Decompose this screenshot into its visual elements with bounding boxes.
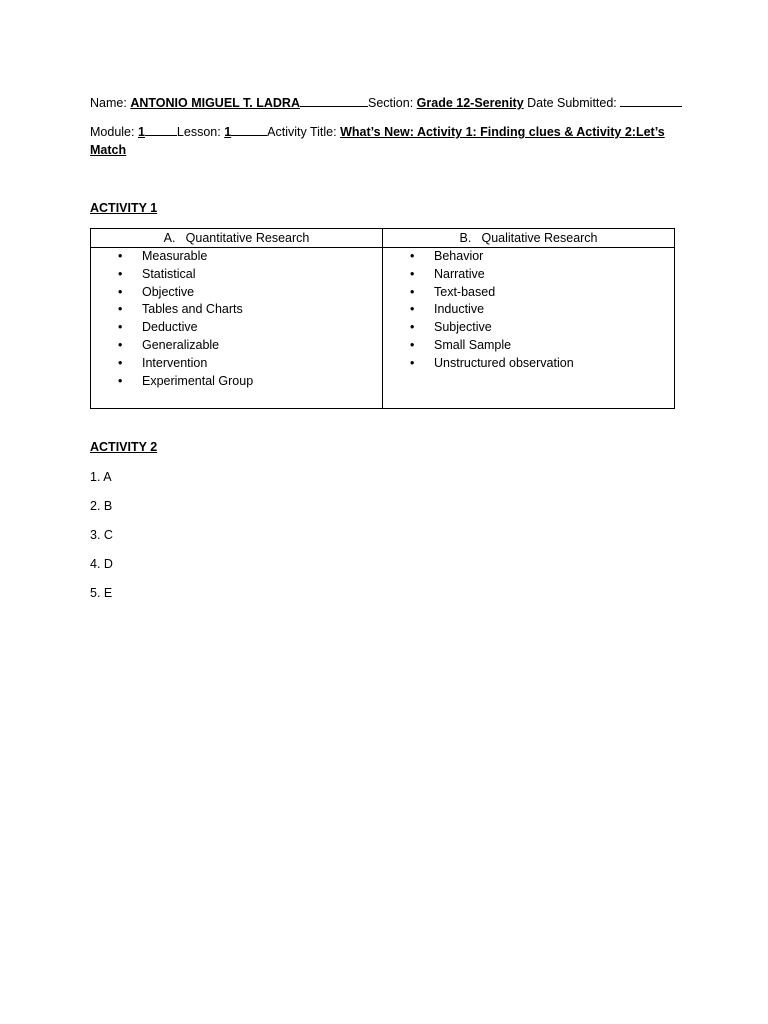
student-name: ANTONIO MIGUEL T. LADRA [130, 96, 300, 110]
bullet-icon: • [410, 284, 415, 299]
research-comparison-table [90, 228, 675, 409]
list-item: • Intervention [118, 355, 382, 373]
activity-title-label: Activity Title: [267, 125, 337, 139]
bullet-icon: • [410, 355, 415, 370]
name-label: Name: [90, 96, 127, 110]
table-header-row [91, 229, 675, 248]
bullet-icon: • [118, 355, 123, 370]
name-blank [300, 94, 368, 107]
bullet-icon: • [410, 249, 415, 263]
list-item: • Text-based [410, 284, 674, 302]
list-item: • Deductive [118, 319, 382, 337]
lesson-blank [231, 123, 267, 136]
bullet-icon: • [118, 284, 123, 299]
answer-item: 2. B [90, 499, 113, 513]
column-title: Qualitative Research [481, 231, 598, 245]
bullet-icon: • [118, 302, 123, 317]
bullet-icon: • [410, 302, 415, 317]
list-item: • Behavior [410, 248, 674, 266]
column-title: Quantitative Research [185, 231, 310, 245]
list-item: • Experimental Group [118, 373, 382, 391]
list-item: • Objective [118, 284, 382, 302]
list-item: • Unstructured observation [410, 355, 674, 373]
column-letter: B. [459, 231, 472, 245]
column-header-qualitative [383, 229, 675, 248]
list-item: • Subjective [410, 319, 674, 337]
column-letter: A. [163, 231, 176, 245]
bullet-icon: • [118, 249, 123, 263]
bullet-icon: • [118, 320, 123, 335]
date-submitted-blank [620, 94, 682, 107]
bullet-icon: • [410, 320, 415, 335]
list-item: • Narrative [410, 266, 674, 284]
activity1-heading: ACTIVITY 1 [90, 201, 158, 215]
list-item: • Tables and Charts [118, 301, 382, 319]
module-value: 1 [137, 125, 145, 139]
answer-item: 4. D [90, 557, 113, 571]
module-blank [145, 123, 177, 136]
bullet-icon: • [118, 373, 123, 388]
name-section-date-line [90, 94, 682, 111]
list-item: • Inductive [410, 301, 674, 319]
answer-item: 3. C [90, 528, 113, 542]
qualitative-cell [383, 248, 675, 409]
bullet-icon: • [410, 266, 415, 281]
activity-title-value-cont: Match [90, 143, 127, 157]
column-header-quantitative [91, 229, 383, 248]
quantitative-cell [91, 248, 383, 409]
section-label: Section: [368, 96, 414, 110]
activity-title-value: What’s New: Activity 1: Finding clues & Activity 2:Let’s [340, 125, 665, 139]
list-item: • Generalizable [118, 337, 382, 355]
bullet-icon: • [410, 337, 415, 352]
answer-item: 5. E [90, 586, 113, 600]
bullet-icon: • [118, 337, 123, 352]
table-body-row [91, 248, 675, 409]
list-item: • Measurable [118, 248, 382, 266]
list-item: • Small Sample [410, 337, 674, 355]
date-submitted-label: Date Submitted: [527, 96, 617, 110]
qualitative-list [383, 248, 674, 373]
section-value: Grade 12-Serenity [416, 96, 524, 110]
quantitative-list [91, 248, 382, 390]
list-item: • Statistical [118, 266, 382, 284]
module-lesson-title-line [90, 123, 665, 140]
lesson-value: 1 [224, 125, 232, 139]
lesson-label: Lesson: [176, 125, 221, 139]
bullet-icon: • [118, 266, 123, 281]
activity2-heading: ACTIVITY 2 [90, 440, 158, 454]
answer-item: 1. A [90, 470, 112, 484]
module-label: Module: [90, 125, 135, 139]
activity-title-continuation [90, 142, 126, 158]
